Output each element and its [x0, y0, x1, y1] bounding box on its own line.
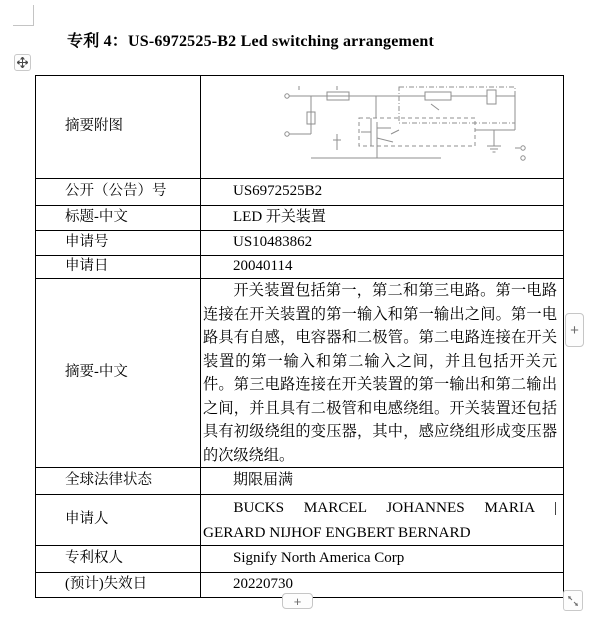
- row-label: 全球法律状态: [65, 472, 152, 489]
- row-label-cell[interactable]: [36, 256, 201, 279]
- table-move-handle[interactable]: [14, 54, 31, 71]
- circuit-diagram-icon: [281, 84, 539, 168]
- row-label-cell[interactable]: [36, 546, 201, 573]
- add-column-button[interactable]: [565, 313, 584, 347]
- row-value-cell[interactable]: [201, 206, 564, 231]
- plus-icon: +: [570, 321, 579, 339]
- row-label-cell[interactable]: [36, 206, 201, 231]
- row-value-cell[interactable]: [201, 179, 564, 206]
- row-value: 20220730: [233, 576, 293, 593]
- table-row: [36, 231, 564, 256]
- table-row: [36, 179, 564, 206]
- row-value: US10483862: [233, 234, 313, 251]
- row-label: 申请人: [65, 511, 109, 528]
- row-label-cell[interactable]: [36, 573, 201, 598]
- add-row-button[interactable]: [282, 593, 313, 609]
- row-value: LED 开关装置: [233, 209, 326, 226]
- row-value-cell[interactable]: [201, 256, 564, 279]
- row-value: US6972525B2: [233, 183, 323, 200]
- row-value-cell[interactable]: [201, 573, 564, 598]
- row-label-cell[interactable]: [36, 179, 201, 206]
- row-value: Signify North America Corp: [233, 550, 405, 567]
- page-title: 专利 4：US-6972525-B2 Led switching arrangement: [67, 33, 435, 50]
- row-label: 摘要-中文: [65, 364, 128, 381]
- row-label: 申请号: [65, 234, 109, 251]
- row-label: 标题-中文: [65, 209, 128, 226]
- table-row: [36, 76, 564, 179]
- plus-icon: +: [293, 593, 302, 609]
- row-label-cell[interactable]: [36, 279, 201, 468]
- row-label: (预计)失效日: [65, 576, 148, 593]
- abstract-figure[interactable]: [281, 84, 539, 176]
- table-row: [36, 468, 564, 495]
- row-label: 摘要附图: [65, 118, 123, 135]
- table-row: [36, 279, 564, 468]
- margin-corner-mark: [33, 5, 34, 25]
- table-row: [36, 495, 564, 546]
- abstract-text: 开关装置包括第一，第二和第三电路。第一电路连接在开关装置的第一输入和第一输出之间。第一电路具有自感，电容器和二极管。第二电路连接在开关装置的第一输入和第二输入之间，并且包括开关元件。第三电路连接在开关装置的第一输出和第二输出之间，并且具有二极管和电感绕组。开关装置还包括具有初级绕组的变压器，其中，感应绕组形成变压器的次级绕组。: [203, 282, 557, 464]
- applicant-line-2: GERARD NIJHOF ENGBERT BERNARD: [203, 524, 471, 541]
- table-resize-handle[interactable]: [563, 590, 583, 611]
- row-label: 申请日: [65, 258, 109, 275]
- row-label-cell[interactable]: [36, 76, 201, 179]
- row-label: 专利权人: [65, 550, 123, 567]
- patent-info-table: [35, 75, 564, 598]
- row-label-cell[interactable]: [36, 495, 201, 546]
- move-icon: [17, 57, 28, 68]
- row-value: 期限届满: [233, 472, 294, 489]
- table-row: [36, 546, 564, 573]
- table-row: [36, 206, 564, 231]
- row-label-cell[interactable]: [36, 231, 201, 256]
- row-value-cell[interactable]: [201, 468, 564, 495]
- margin-corner-mark: [13, 25, 34, 26]
- row-value-cell[interactable]: [201, 546, 564, 573]
- row-label-cell[interactable]: [36, 468, 201, 495]
- row-label: 公开（公告）号: [65, 183, 167, 200]
- diagonal-resize-icon: [567, 595, 579, 607]
- row-value: 20040114: [233, 258, 293, 275]
- row-value-cell[interactable]: [201, 495, 564, 546]
- applicant-line-1: BUCKS MARCEL JOHANNES MARIA |: [233, 499, 557, 516]
- row-value-cell[interactable]: [201, 279, 564, 468]
- abstract-figure-cell[interactable]: [201, 76, 564, 179]
- row-value-cell[interactable]: [201, 231, 564, 256]
- table-row: [36, 256, 564, 279]
